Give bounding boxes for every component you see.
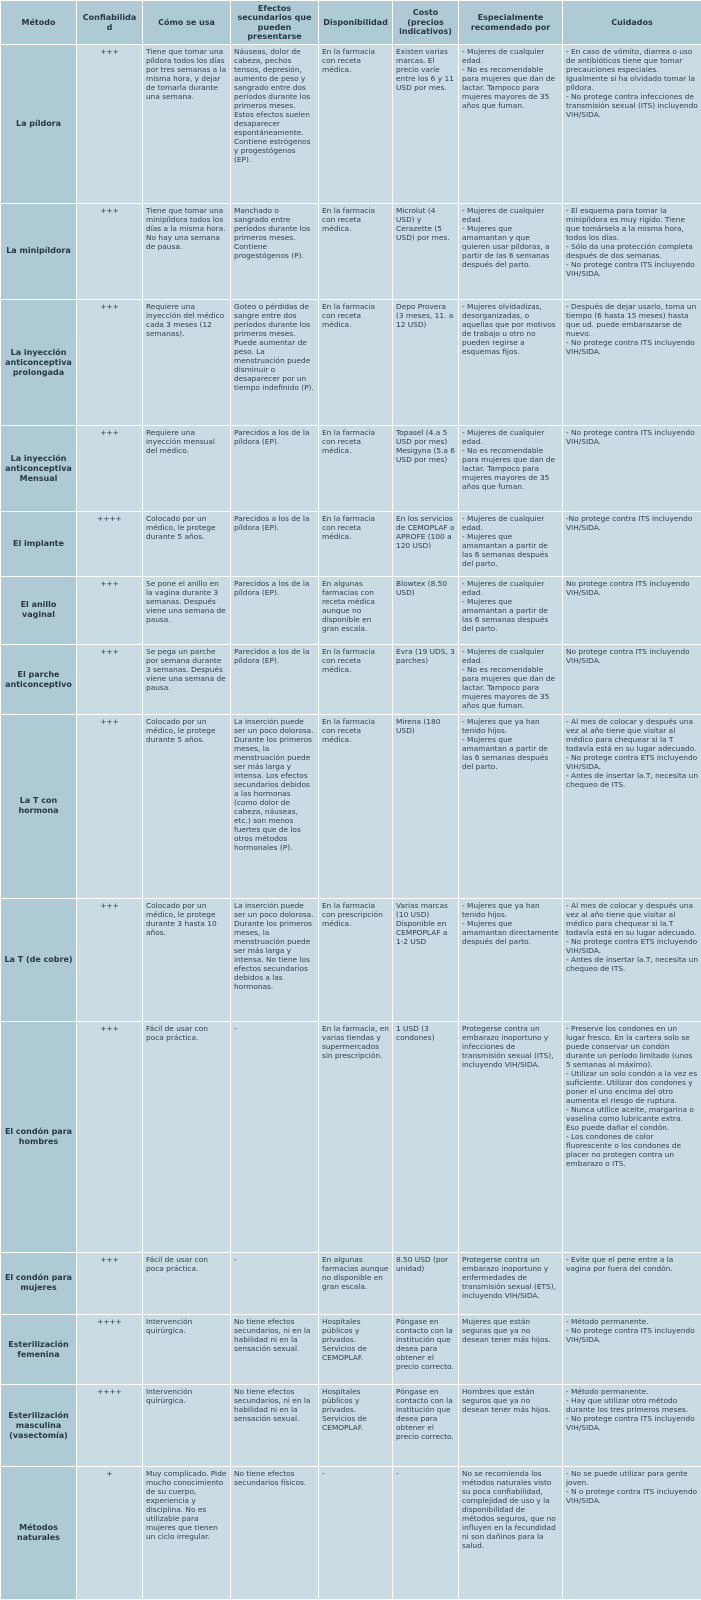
table-row [1,1252,701,1314]
side-effects-cell: Parecidos a los de la píldora (EP). [231,426,319,512]
method-cell: Esterilización masculina (vasectomía) [1,1385,77,1467]
recommended-cell [459,898,563,1021]
cost-cell-line: Mesigyna (5.a 6 USD por mes) [396,446,455,465]
reliability-cell: ++++ [77,1315,143,1385]
header-cell-recomendado: Especialmente recomendado por [459,1,563,45]
recommended-cell-line: - Mujeres olvidadizas, desorganizadas, o aquellas que por motivos de trabajo u otro no pueden regirse a esquemas fijos. [462,301,556,356]
care-cell-line: No protege contra ITS incluyendo VIH/SIDA. [566,578,690,597]
table-row [1,1467,701,1600]
care-cell-line: - No protege contra ITS incluyendo VIH/SIDA. [566,1414,695,1433]
care-cell [563,426,701,512]
side-effects-cell: La inserción puede ser un poco dolorosa. Durante los primeros meses, la menstruación puede ser más larga y intensa. No tiene los efectos secundarios debidos a las hormonas. [231,898,319,1021]
care-cell [563,1022,701,1253]
recommended-cell-line: Protegerse contra un embarazo inoportuno y enfermedades de transmisión sexual (ETS), incluyendo VIH/SIDA. [462,1254,556,1300]
care-cell [563,299,701,425]
recommended-cell [459,203,563,299]
usage-cell: Se pega un parche por semana durante 3 semanas. Después viene una semana de pausa. [143,644,231,714]
availability-cell: En la farmacia con receta médica. [319,426,393,512]
reliability-cell: +++ [77,576,143,644]
care-cell [563,576,701,644]
usage-cell: Muy complicado. Pide mucho conocimiento de su cuerpo, experiencia y disciplina. No es utilizable para mujeres que tienen un ciclo irregular. [143,1467,231,1600]
cost-cell [393,426,459,512]
recommended-cell [459,512,563,576]
header-cell-confiabilidad: Confiabilidad [77,1,143,45]
side-effects-cell: No tiene efectos secundarios, ni en la habilidad ni en la sensación sexual. [231,1385,319,1467]
recommended-cell [459,1252,563,1314]
recommended-cell [459,426,563,512]
care-cell-line: - Después de dejar usarlo, toma un tiempo (6 hasta 15 meses) hasta que ud. puede embarazarse de nuevo. [566,301,697,338]
recommended-cell [459,1385,563,1467]
cost-cell: Mirena (180 USD) [393,715,459,899]
side-effects-cell: - [231,1252,319,1314]
reliability-cell: +++ [77,715,143,899]
side-effects-cell: Parecidos a los de la píldora (EP). [231,644,319,714]
care-cell-line: - Antes de insertar la.T, necesita un chequeo de ITS. [566,954,699,973]
side-effects-cell: Parecidos a los de la píldora (EP). [231,576,319,644]
recommended-cell-line: Hombres que están seguros que ya no desean tener más hijos. [462,1387,551,1415]
table-row [1,45,701,204]
care-cell [563,644,701,714]
reliability-cell: +++ [77,45,143,204]
reliability-cell: +++ [77,1022,143,1253]
usage-cell: Intervención quirúrgica. [143,1385,231,1467]
header-row [1,1,701,45]
method-cell: La T (de cobre) [1,898,77,1021]
method-cell: El parche anticonceptivo [1,644,77,714]
usage-cell: Requiere una inyección del médico cada 3 meses (12 semanas). [143,299,231,425]
care-cell [563,1385,701,1467]
cost-cell: Varias marcas (10 USD) Disponible en CEMPOPLAF a 1-2 USD [393,898,459,1021]
availability-cell: - [319,1467,393,1600]
care-cell-line: - No protege contra ITS incluyendo VIH/SIDA. [566,337,695,356]
recommended-cell-line: - Mujeres de cualquier edad. [462,205,545,224]
usage-cell: Tiene que tomar una minipíldora todos los días a la misma hora. No hay una semana de pausa. [143,203,231,299]
cost-cell: Póngase en contacto con la institución que desea para obtener el precio correcto. [393,1315,459,1385]
availability-cell: En la farmacia, en varias tiendas y supermercados sin prescripción. [319,1022,393,1253]
recommended-cell-line: - Mujeres de cualquier edad. [462,646,545,665]
reliability-cell: +++ [77,644,143,714]
care-cell-line: - No protege contra ITS incluyendo VIH/SIDA. [566,1326,695,1344]
care-cell-line: - Hay que utilizar otro método durante los tres primeros meses. [566,1396,689,1415]
reliability-cell: +++ [77,299,143,425]
table-body [1,45,701,1600]
side-effects-cell: La inserción puede ser un poco dolorosa. Durante los primeros meses, la menstruación puede ser más larga y intensa. Los efectos secundarios debidos a las hormonas (como dolor de cabeza, náuseas, etc.) son menos fuertes que de los otros métodos hormonales (P). [231,715,319,899]
table-row [1,576,701,644]
care-cell-line: - Método permanente. [566,1387,649,1397]
usage-cell: Colocado por un médico, le protege durante 3 hasta 10 años. [143,898,231,1021]
care-cell-line: -No protege contra ITS incluyendo VIH/SIDA. [566,514,693,533]
availability-cell: En la farmacia con prescripción médica. [319,898,393,1021]
care-cell-line: - Al mes de colocar y después una vez al año tiene que visitar al médico para chequear si la T todavía está en su lugar adecuado. [566,717,697,754]
reliability-cell: ++++ [77,512,143,576]
table-row [1,715,701,899]
method-cell: Métodos naturales [1,1467,77,1600]
reliability-cell: + [77,1467,143,1600]
reliability-cell: +++ [77,1252,143,1314]
header-cell-metodo: Método [1,1,77,45]
method-cell: El anillo vaginal [1,576,77,644]
recommended-cell-line: - Mujeres de cualquier edad. [462,514,545,533]
usage-cell: Colocado por un médico, le protege durante 5 años. [143,512,231,576]
side-effects-cell: - [231,1022,319,1253]
recommended-cell [459,576,563,644]
table-row [1,644,701,714]
table-row [1,1022,701,1253]
usage-cell: Fácil de usar con poca práctica. [143,1252,231,1314]
care-cell [563,203,701,299]
reliability-cell: +++ [77,426,143,512]
availability-cell: En algunas farmacias con receta médica aunque no disponible en gran escala. [319,576,393,644]
header-cell-como-se-usa: Cómo se usa [143,1,231,45]
recommended-cell [459,644,563,714]
side-effects-cell: Goteo o pérdidas de sangre entre dos períodos durante los primeros meses. Puede aumentar de peso. La menstruación puede disminuir o desaparecer por un tiempo indefinido (P). [231,299,319,425]
table-row [1,203,701,299]
care-cell-line: - No protege contra infecciones de transmisión sexual (ITS) incluyendo VIH/SIDA. [566,92,698,119]
usage-cell: Tiene que tomar una píldora todos los días por tres semanas a la misma hora, y dejar de tomarla durante una semana. [143,45,231,204]
side-effects-cell: Náuseas, dolor de cabeza, pechos tensos, depresión, aumento de peso y sangrado entre dos períodos durante los primeros meses. Estos efectos suelen desaparecer espontáneamente. Contiene estrógenos y progestógenos (EP). [231,45,319,204]
cost-cell: - [393,1467,459,1600]
recommended-cell-line: - Mujeres que amamantan a partir de las 6 semanas después del parto. [462,735,549,772]
recommended-cell-line: - No es recomendable para mujeres que dan de lactar. Tampoco para mujeres mayores de 35 años que fuman. [462,446,556,492]
care-cell [563,45,701,204]
recommended-cell [459,299,563,425]
recommended-cell-line: - Mujeres de cualquier edad. [462,47,545,65]
care-cell-line: - En caso de vómito, diarrea o uso de antibióticos tiene que tomar precauciones especiales. Igualmente si ha olvidado tomar la píldora. [566,47,696,92]
header-cell-disponibilidad: Disponibilidad [319,1,393,45]
care-cell-line: - No protege contra ITS incluyendo VIH/SIDA. [566,428,695,447]
availability-cell: Hospitales públicos y privados. Servicios de CEMOPLAF. [319,1385,393,1467]
availability-cell: En la farmacia con receta médica. [319,644,393,714]
care-cell-line: - N o protege contra ITS incluyendo VIH/SIDA. [566,1487,698,1506]
method-cell: La inyección anticonceptiva prolongada [1,299,77,425]
recommended-cell-line: - Mujeres que amamantan y que quieren usar píldoras, a partir de las 6 semanas después del parto. [462,223,550,269]
care-cell [563,715,701,899]
table-row [1,299,701,425]
method-cell: La T con hormona [1,715,77,899]
care-cell [563,1467,701,1600]
recommended-cell [459,715,563,899]
recommended-cell-line: - Mujeres que amamantan directamente después del parto. [462,918,559,946]
usage-cell: Fácil de usar con poca práctica. [143,1022,231,1253]
care-cell-line: - Utilizar un solo condón a la vez es suficiente. Utilizar dos condones y poner el uno encima del otro aumenta el riesgo de ruptura. [566,1069,698,1106]
header-cell-efectos: Efectos secundarios que pueden presentarse [231,1,319,45]
recommended-cell [459,1467,563,1600]
recommended-cell-line: - Mujeres de cualquier edad. [462,578,545,597]
recommended-cell-line: - Mujeres de cualquier edad. [462,428,545,447]
cost-cell: 1 USD (3 condones) [393,1022,459,1253]
care-cell-line: - No protege contra ETS incluyendo VIH/SIDA. [566,936,698,955]
recommended-cell [459,1022,563,1253]
recommended-cell [459,45,563,204]
cost-cell: Póngase en contacto con la institución que desea para obtener el precio correcto. [393,1385,459,1467]
usage-cell: Requiere una inyección mensual del médico. [143,426,231,512]
care-cell-line: - Sólo da una protección completa después de dos semanas. [566,241,693,260]
table-row [1,898,701,1021]
cost-cell: Existen varias marcas. El precio varíe entre los 6 y 11 USD por mes. [393,45,459,204]
care-cell-line: - No se puede utilizar para gente joven. [566,1469,688,1488]
header-cell-cuidados: Cuidados [563,1,701,45]
usage-cell: Colocado por un médico, le protege durante 5 años. [143,715,231,899]
care-cell-line: - Al mes de colocar y después una vez al año tiene que visitar al médico para chequear si la.T todavía está en su lugar adecuado. [566,900,697,937]
availability-cell: En la farmacia con receta médica. [319,512,393,576]
recommended-cell-line: - Mujeres que ya han tenido hijos. [462,717,540,736]
method-cell: Esterilización femenina [1,1315,77,1385]
availability-cell: En algunas farmacias aunque no disponible en gran escala. [319,1252,393,1314]
method-cell: El condón para hombres [1,1022,77,1253]
availability-cell: En la farmacia con receta médica. [319,203,393,299]
availability-cell: En la farmacia con receta médica. [319,715,393,899]
availability-cell: Hospitales públicos y privados. Servicios de CEMOPLAF. [319,1315,393,1385]
recommended-cell [459,1315,563,1385]
table-row [1,1385,701,1467]
availability-cell: En la farmacia con receta médica. [319,299,393,425]
care-cell-line: - No protege contra ETS incluyendo VIH/SIDA. [566,753,698,772]
cost-cell: 8.50 USD (por unidad) [393,1252,459,1314]
cost-cell: En los servicios de CEMOPLAF o APROFE (100 a 120 USD) [393,512,459,576]
reliability-cell: ++++ [77,1385,143,1467]
side-effects-cell: No tiene efectos secundarios, ni en la habilidad ni en la sensación sexual. [231,1315,319,1385]
table-row [1,426,701,512]
table-row [1,1315,701,1385]
cost-cell: Evra (19 UDS, 3 parches) [393,644,459,714]
side-effects-cell: No tiene efectos secundarios físicos. [231,1467,319,1600]
recommended-cell-line: Mujeres que están seguras que ya no desean tener más hijos. [462,1317,551,1344]
care-cell-line: - Nunca utilice aceite, margarina o vaselina como lubricante extra. Eso puede dañar el condón. [566,1105,694,1133]
side-effects-cell: Manchado o sangrado entre períodos durante los primeros meses. Contiene progestógenos (P). [231,203,319,299]
care-cell-line: - Preserve los condones en un lugar fresco. En la cartera solo se puede conservar un condón durante un período limitado (unos 5 semanas al máximo). [566,1024,693,1070]
recommended-cell-line: No se recomienda los métodos naturales visto su poca confiabilidad, complejidad de uso y la disponibilidad de métodos seguros, que no influyen en la fecundidad ni son dañinos para la salud. [462,1469,556,1551]
method-cell: La minipíldora [1,203,77,299]
availability-cell: En la farmacia con receta médica. [319,45,393,204]
recommended-cell-line: - Mujeres que amamantan a partir de las 6 semanas después del parto. [462,532,549,569]
care-cell-line: - No protege contra ITS incluyendo VIH/SIDA. [566,259,695,278]
cost-cell-line: Topasel (4.a 5 USD por mes) [396,428,448,447]
care-cell-line: - Evite que el pene entre a la vagina por fuera del condón. [566,1254,674,1273]
method-cell: El implante [1,512,77,576]
care-cell-line: - Método permanente. [566,1317,649,1326]
header-cell-costo: Costo (precios indicativos) [393,1,459,45]
recommended-cell-line: - Mujeres que ya han tenido hijos. [462,900,540,919]
usage-cell: Intervención quirúrgica. [143,1315,231,1385]
recommended-cell-line: - Mujeres que amamantan a partir de las 6 semanas después del parto. [462,596,549,633]
table-row [1,512,701,576]
reliability-cell: +++ [77,898,143,1021]
care-cell [563,1315,701,1385]
recommended-cell-line: Protegerse contra un embarazo inoportuno y infecciones de transmisión sexual (ITS), incluyendo VIH/SIDA. [462,1024,554,1070]
care-cell-line: - Los condones de color fluorescente o los condones de placer no protegen contra un embarazo o ITS. [566,1132,682,1169]
care-cell [563,1252,701,1314]
care-cell [563,512,701,576]
care-cell-line: - Antes de insertar la.T, necesita un chequeo de ITS. [566,771,699,790]
method-cell: El condón para mujeres [1,1252,77,1314]
method-cell: La inyección anticonceptiva Mensual [1,426,77,512]
cost-cell: Microlut (4 USD) y Cerazette (5 USD) por mes. [393,203,459,299]
usage-cell: Se pone el anillo en la vagina durante 3 semanas. Después viene una semana de pausa. [143,576,231,644]
care-cell-line: - El esquema para tomar la minipíldora es muy rígido. Tiene que tomársela a la misma hora, todos los días. [566,205,686,242]
care-cell-line: No protege contra ITS incluyendo VIH/SIDA. [566,646,690,665]
cost-cell: Blowtex (8.50 USD) [393,576,459,644]
method-cell: La píldora [1,45,77,204]
cost-cell: Depo Provera (3 meses, 11. a 12 USD) [393,299,459,425]
side-effects-cell: Parecidos a los de la píldora (EP). [231,512,319,576]
recommended-cell-line: - No es recomendable para mujeres que dan de lactar. Tampoco para mujeres mayores de 35 años que fuman. [462,65,556,110]
reliability-cell: +++ [77,203,143,299]
care-cell [563,898,701,1021]
recommended-cell-line: - No es recomendable para mujeres que dan de lactar. Tampoco para mujeres mayores de 35 años que fuman. [462,664,556,710]
